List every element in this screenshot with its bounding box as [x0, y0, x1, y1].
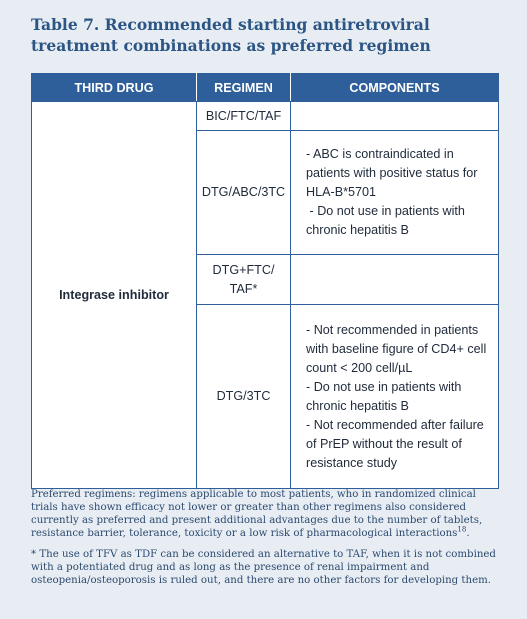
reference-superscript: 18 — [457, 525, 467, 534]
regimen-line: DTG/ABC/3TC — [201, 185, 286, 199]
preferred-regimens-note — [31, 488, 501, 540]
note-period: . — [466, 528, 470, 539]
regimen-cell — [197, 305, 291, 489]
regimen-line: TAF* — [229, 281, 258, 296]
table-row — [32, 102, 499, 131]
table-caption: Recommended starting antiretroviral treatment combinations as preferred regimen — [31, 15, 431, 55]
third-drug-cell: Integrase inhibitor — [32, 102, 197, 489]
components-cell — [291, 131, 499, 255]
regimen-line: BIC/FTC/TAF — [205, 108, 282, 123]
header-components: COMPONENTS — [291, 74, 499, 102]
component-line: with baseline figure of CD4+ cell — [306, 341, 487, 356]
regimen-line: DTG+FTC/ — [212, 262, 275, 277]
component-line: - Do not use in patients with — [306, 204, 465, 218]
component-line: chronic hepatitis B — [306, 398, 409, 413]
header-third-drug: THIRD DRUG — [32, 74, 197, 102]
components-cell — [291, 255, 499, 305]
component-line: resistance study — [306, 455, 397, 470]
component-line: - Do not use in patients with — [306, 379, 462, 394]
component-line: patients with positive status for — [306, 166, 478, 180]
header-regimen: REGIMEN — [197, 74, 291, 102]
component-line: - Not recommended after failure — [306, 417, 484, 432]
table-notes — [31, 488, 501, 587]
component-line: of PrEP without the result of — [306, 436, 462, 451]
regimen-cell — [197, 131, 291, 255]
component-line: chronic hepatitis B — [306, 223, 409, 237]
regimen-cell — [197, 255, 291, 305]
components-cell — [291, 305, 499, 489]
components-cell — [291, 102, 499, 131]
header-row — [32, 74, 499, 102]
footnote: * The use of TFV as TDF can be considered an alternative to TAF, when it is not combined with a potentiated drug and as long as the presence of renal impairment and osteopenia/osteoporosis is ruled out, and there are no other factors for developing them. — [31, 549, 496, 586]
regimen-line: DTG/3TC — [216, 389, 271, 403]
regimen-cell — [197, 102, 291, 131]
component-line: - Not recommended in patients — [306, 322, 479, 337]
component-line: HLA-B*5701 — [306, 185, 377, 199]
table-title — [31, 14, 501, 56]
regimen-table — [31, 73, 499, 489]
table-number: Table 7. — [31, 15, 100, 34]
preferred-regimens-text: Preferred regimens: regimens applicable to most patients, who in randomized clinical trials have shown efficacy not lower or greater than other regimens also considered currently as preferred and present additional advantages due to the number of tablets, resistance barrier, tolerance, toxicity or a low risk of pharmacological interactions — [31, 489, 483, 539]
component-line: count < 200 cell/µL — [306, 360, 413, 375]
component-line: - ABC is contraindicated in — [306, 147, 454, 161]
